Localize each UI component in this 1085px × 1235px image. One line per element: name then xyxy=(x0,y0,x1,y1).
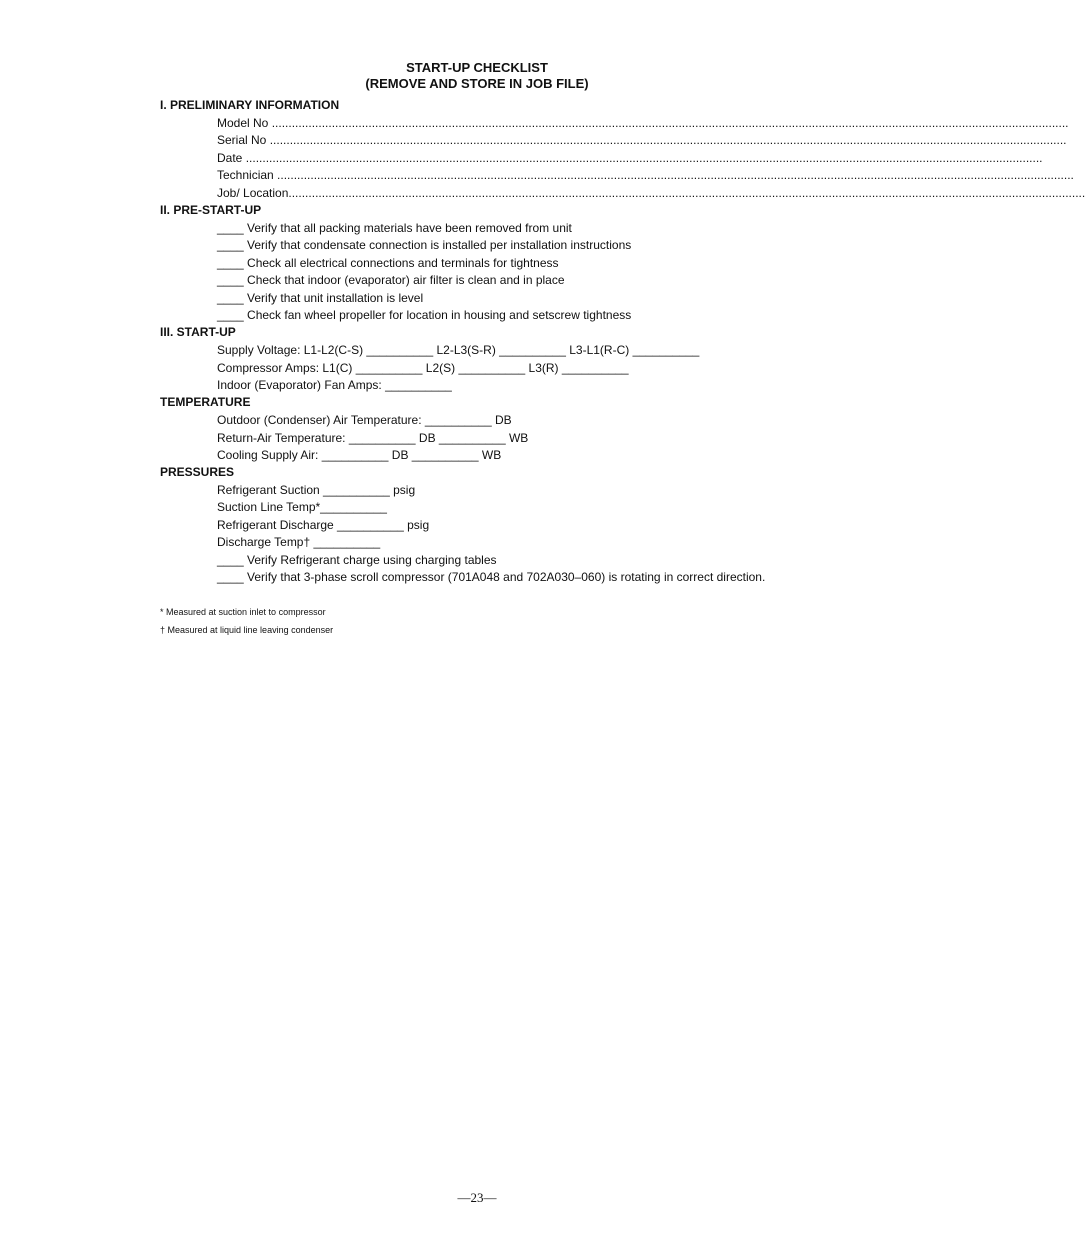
section-heading-prestart: II. PRE-START-UP xyxy=(160,203,262,217)
cooling-supply-air-line: Cooling Supply Air: __________ DB __________ WB xyxy=(217,448,502,462)
checklist-item: ____ Verify that all packing materials have been removed from unit xyxy=(217,221,572,235)
checklist-item: ____ Check that indoor (evaporator) air filter is clean and in place xyxy=(217,273,565,287)
supply-voltage-line: Supply Voltage: L1-L2(C-S) __________ L2-L3(S-R) __________ L3-L1(R-C) __________ xyxy=(217,343,700,357)
checklist-item: ____ Verify that condensate connection is installed per installation instructions xyxy=(217,238,632,252)
field-date: Date ............................................................................................................................................................................................................................................... xyxy=(217,151,1043,165)
refrigerant-suction-line: Refrigerant Suction __________ psig xyxy=(217,483,416,497)
checklist-item: ____ Verify that unit installation is level xyxy=(217,291,424,305)
discharge-temp-line: Discharge Temp† __________ xyxy=(217,535,381,549)
checklist-item: ____ Check fan wheel propeller for location in housing and setscrew tightness xyxy=(217,308,632,322)
checklist-item: ____ Verify Refrigerant charge using charging tables xyxy=(217,553,497,567)
footnote: * Measured at suction inlet to compressor xyxy=(160,607,326,617)
field-serial-no: Serial No ............................................................................................................................................................................................................................................... xyxy=(217,133,1067,147)
checklist-item: ____ Verify that 3-phase scroll compressor (701A048 and 702A030–060) is rotating in correct direction. xyxy=(217,570,766,584)
field-model-no: Model No ............................................................................................................................................................................................................................................... xyxy=(217,116,1069,130)
outdoor-air-temp-line: Outdoor (Condenser) Air Temperature: __________ DB xyxy=(217,413,512,427)
refrigerant-discharge-line: Refrigerant Discharge __________ psig xyxy=(217,518,430,532)
field-job-location: Job/ Location............................................................................................................................................................................................................................................... xyxy=(217,186,1085,200)
section-heading-pressures: PRESSURES xyxy=(160,465,235,479)
field-technician: Technician ............................................................................................................................................................................................................................................... xyxy=(217,168,1074,182)
suction-line-temp-line: Suction Line Temp*__________ xyxy=(217,500,387,514)
section-heading-temperature: TEMPERATURE xyxy=(160,395,251,409)
page-subtitle: (REMOVE AND STORE IN JOB FILE) xyxy=(365,76,589,91)
page-number: —23— xyxy=(457,1190,497,1205)
section-heading-startup: III. START-UP xyxy=(160,325,236,339)
fan-amps-line: Indoor (Evaporator) Fan Amps: __________ xyxy=(217,378,452,392)
footnote: † Measured at liquid line leaving condenser xyxy=(160,625,334,635)
page-title: START-UP CHECKLIST xyxy=(406,60,548,75)
return-air-temp-line: Return-Air Temperature: __________ DB __________ WB xyxy=(217,431,529,445)
checklist-item: ____ Check all electrical connections and terminals for tightness xyxy=(217,256,559,270)
compressor-amps-line: Compressor Amps: L1(C) __________ L2(S) __________ L3(R) __________ xyxy=(217,361,629,375)
section-heading-preliminary: I. PRELIMINARY INFORMATION xyxy=(160,98,340,112)
